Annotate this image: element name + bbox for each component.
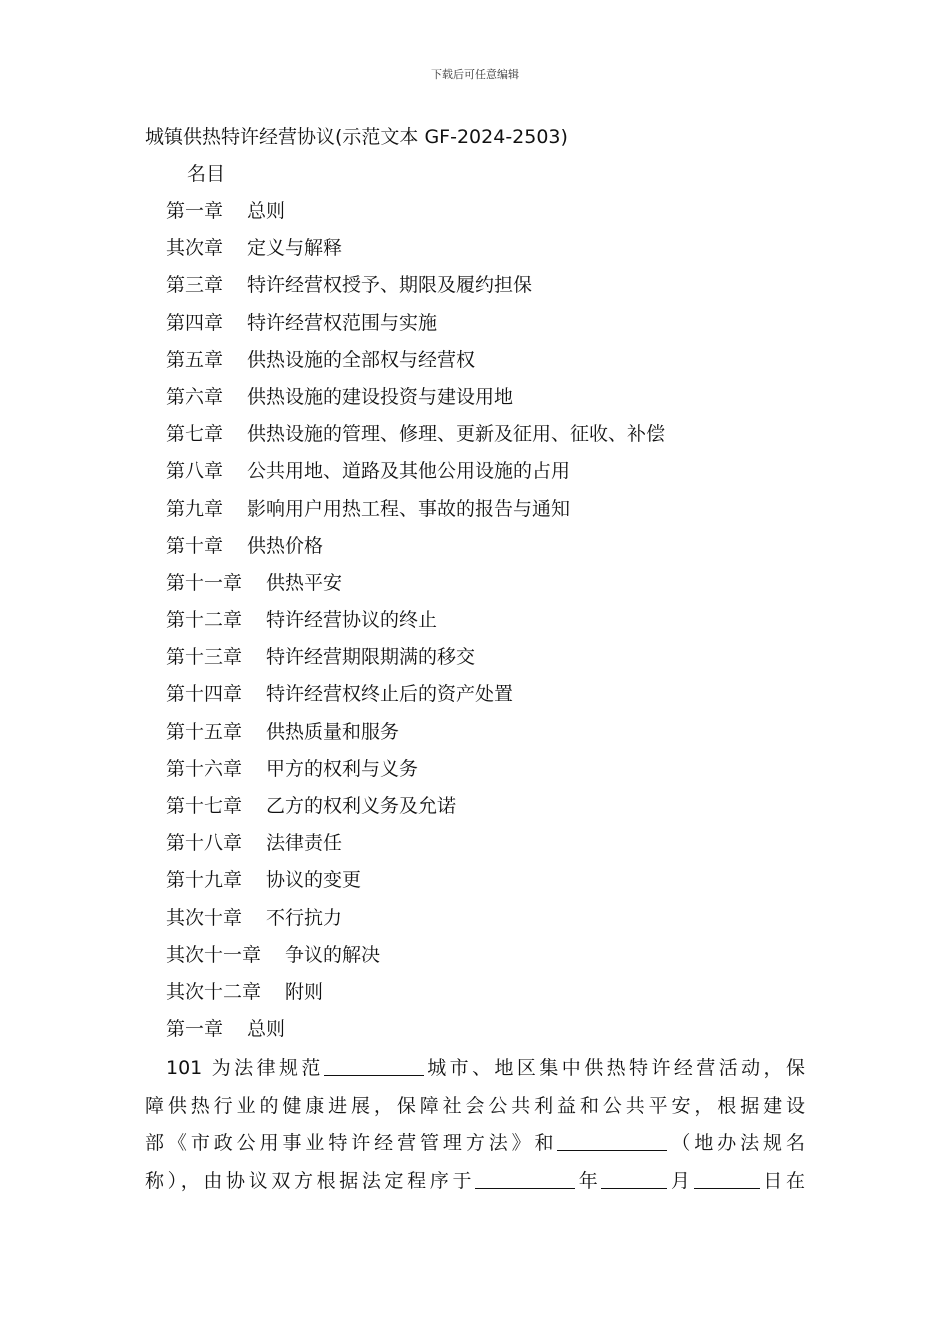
toc-item-number: 第四章 <box>166 311 224 334</box>
toc-item <box>166 719 665 756</box>
article-text: （地办法规名 <box>667 1132 805 1154</box>
toc-item <box>166 458 665 495</box>
toc-item <box>166 905 665 942</box>
toc-item-number: 第一章 <box>166 200 224 222</box>
toc-item-title: 供热设施的全部权与经营权 <box>247 348 476 371</box>
toc-item <box>166 756 665 793</box>
toc-item-number: 其次章 <box>166 237 224 260</box>
toc-item-title: 甲方的权利与义务 <box>266 757 419 780</box>
chapter-heading <box>166 1016 285 1042</box>
toc-item-title: 特许经营权终止后的资产处置 <box>266 683 514 706</box>
toc-item <box>166 793 665 830</box>
toc-item-title: 附则 <box>285 980 324 1003</box>
article-text: 年 <box>575 1169 602 1192</box>
toc-heading: 名目 <box>187 163 226 185</box>
toc-item-number: 第三章 <box>166 274 224 297</box>
toc-item <box>166 942 665 979</box>
toc-item-number: 第十七章 <box>166 795 243 817</box>
article-text: 称），由协议双方根据法定程序于 <box>145 1169 476 1192</box>
article-paragraph <box>145 1050 805 1200</box>
toc-item <box>166 235 665 272</box>
toc-item-title: 公共用地、道路及其他公用设施的占用 <box>247 460 571 483</box>
article-line <box>145 1088 805 1126</box>
article-text: 月 <box>667 1169 694 1192</box>
toc-item-title: 争议的解决 <box>285 943 381 966</box>
toc-item <box>166 347 665 384</box>
article-text: 101 为法律规范 <box>166 1057 324 1079</box>
toc-item-number: 第十六章 <box>166 757 243 780</box>
toc-item-number: 第十二章 <box>166 609 243 632</box>
toc-item-number: 第十一章 <box>166 571 243 594</box>
toc-item-title: 特许经营协议的终止 <box>266 609 438 632</box>
toc-item <box>166 681 665 718</box>
toc-item-number: 其次十章 <box>166 906 243 929</box>
toc-item-title: 供热设施的建设投资与建设用地 <box>247 385 514 408</box>
toc-item-title: 供热设施的管理、修理、更新及征用、征收、补偿 <box>247 423 666 446</box>
toc-item <box>166 496 665 533</box>
toc-item <box>166 533 665 570</box>
toc-item-title: 供热质量和服务 <box>266 720 400 743</box>
toc-item <box>166 644 665 681</box>
toc-item-title: 影响用户用热工程、事故的报告与通知 <box>247 497 571 520</box>
article-line <box>145 1050 805 1088</box>
toc-item-title: 供热价格 <box>247 534 324 557</box>
toc-item <box>166 272 665 309</box>
article-line <box>145 1125 805 1163</box>
fill-blank <box>694 1166 760 1189</box>
toc-item-number: 第十四章 <box>166 683 243 706</box>
fill-blank <box>475 1166 575 1189</box>
toc-item-title: 供热平安 <box>266 571 343 594</box>
toc-item <box>166 384 665 421</box>
chapter-title: 总则 <box>247 1018 286 1040</box>
article-text: 日在 <box>759 1169 805 1192</box>
toc-item-title: 特许经营权授予、期限及履约担保 <box>247 274 533 297</box>
toc-item <box>166 830 665 867</box>
article-text: 部《市政公用事业特许经营管理方法》和 <box>145 1132 558 1154</box>
chapter-number: 第一章 <box>166 1018 224 1040</box>
toc-item-number: 第八章 <box>166 460 224 483</box>
page-header-note: 下载后可任意编辑 <box>431 68 519 81</box>
toc-item-title: 协议的变更 <box>266 869 362 892</box>
toc-item <box>166 607 665 644</box>
toc-item-title: 法律责任 <box>266 832 343 855</box>
article-line <box>145 1163 805 1201</box>
document-title: 城镇供热特许经营协议(示范文本 GF-2024-2503) <box>145 126 568 148</box>
toc-item <box>166 310 665 347</box>
toc-item-title: 总则 <box>247 200 286 222</box>
toc-item-number: 第十九章 <box>166 869 243 892</box>
toc-item-number: 第六章 <box>166 385 224 408</box>
fill-blank <box>601 1166 667 1189</box>
toc-item <box>166 979 665 1016</box>
fill-blank <box>324 1053 424 1076</box>
toc-item-title: 特许经营权范围与实施 <box>247 311 438 334</box>
article-text: 障供热行业的健康进展，保障社会公共利益和公共平安，根据建设 <box>145 1094 805 1117</box>
toc-item-title: 乙方的权利义务及允诺 <box>266 795 457 817</box>
toc-item <box>166 867 665 904</box>
fill-blank <box>557 1128 667 1151</box>
toc-item <box>166 570 665 607</box>
article-text: 城市、地区集中供热特许经营活动，保 <box>423 1057 805 1079</box>
table-of-contents <box>166 198 665 1016</box>
toc-item <box>166 198 665 235</box>
toc-item-title: 特许经营期限期满的移交 <box>266 646 476 669</box>
toc-item-number: 其次十一章 <box>166 943 262 966</box>
toc-item-title: 不行抗力 <box>266 906 343 929</box>
toc-item <box>166 421 665 458</box>
toc-item-number: 第十八章 <box>166 832 243 855</box>
toc-item-number: 第七章 <box>166 423 224 446</box>
toc-item-number: 第十章 <box>166 534 224 557</box>
toc-item-number: 第十五章 <box>166 720 243 743</box>
toc-item-number: 第九章 <box>166 497 224 520</box>
toc-item-title: 定义与解释 <box>247 237 343 260</box>
toc-item-number: 其次十二章 <box>166 980 262 1003</box>
toc-item-number: 第十三章 <box>166 646 243 669</box>
toc-item-number: 第五章 <box>166 348 224 371</box>
